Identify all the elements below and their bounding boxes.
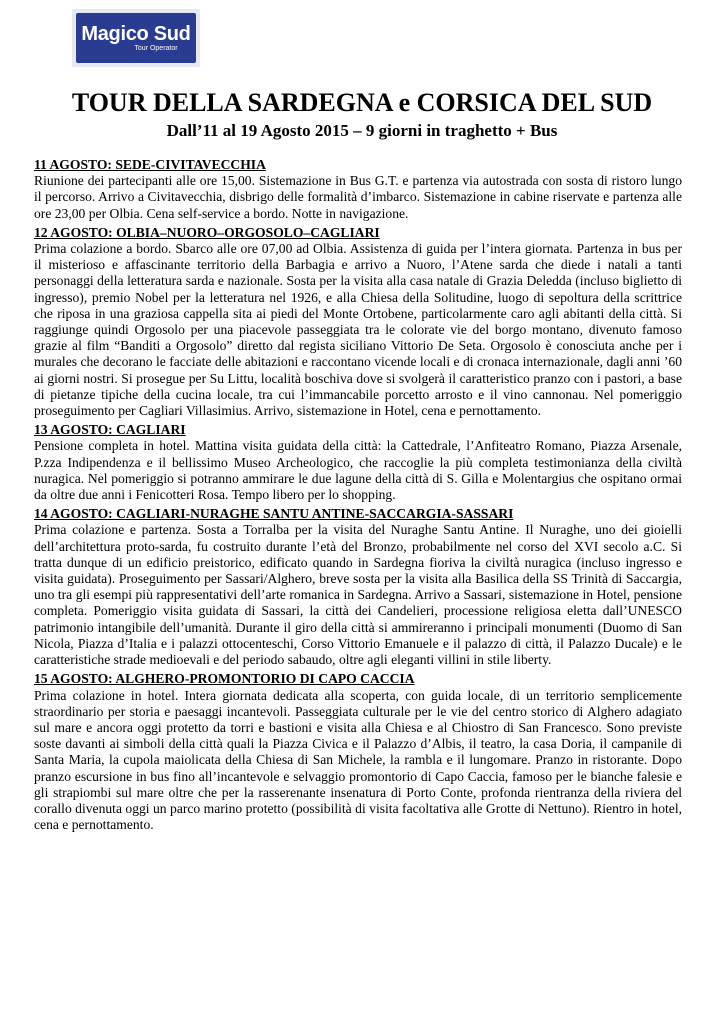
day-description: Prima colazione a bordo. Sbarco alle ore 07,00 ad Olbia. Assistenza di guida per l’intera giornata. Partenza in bus per il misterioso e affascinante territorio della Barbagia e arrivo a Nuoro, l’Atene sarda che diede i natali a tanti personaggi della letteratura sarda e nazionale. Sosta per la visita alla casa natale di Grazia Deledda (incluso biglietto di ingresso), premio Nobel per la letteratura nel 1926, e alla Chiesa della Solitudine, luogo di sepoltura della scrittrice che riposa in una graziosa cappella sita ai piedi del Monte Ortobene, particolarmente caro agli abitanti della città. Si raggiunge quindi Orgosolo per una piacevole passeggiata tra le colorate vie del borgo montano, divenuto famoso grazie al film “Banditi a Orgosolo” diretto dal regista siciliano Vittorio De Seta. Orgosolo è conosciuta anche per i murales che decorano le facciate delle abitazioni e raccontano vicende locali e di cronaca internazionale, dagli anni ’60 ai giorni nostri. Si prosegue per Su Littu, località boschiva dove si svolgerà il caratteristico pranzo con i pastori, a base di pietanze tipiche della cucina locale, tra cui l’immancabile porcetto arrosto e il vino cannonau. Nel pomeriggio proseguimento per Cagliari Villasimius. Arrivo, sistemazione in Hotel, cena e pernottamento. — [34, 241, 682, 419]
day-description: Riunione dei partecipanti alle ore 15,00. Sistemazione in Bus G.T. e partenza via autostrada con sosta di ristoro lungo il percorso. Arrivo a Civitavecchia, disbrigo delle formalità d’imbarco. Sistemazione in cabine riservate e partenza alle ore 23,00 per Olbia. Cena self-service a bordo. Notte in navigazione. — [34, 173, 682, 221]
logo-sub-text: Tour Operator — [134, 44, 178, 52]
day-heading: 12 AGOSTO: OLBIA–NUORO–ORGOSOLO–CAGLIARI — [34, 224, 380, 240]
day-section — [34, 422, 682, 503]
day-heading: 13 AGOSTO: CAGLIARI — [34, 422, 186, 438]
logo-main-text: Magico Sud — [81, 22, 191, 45]
day-section — [34, 671, 682, 833]
company-logo — [72, 9, 200, 67]
day-description: Prima colazione e partenza. Sosta a Torralba per la visita del Nuraghe Santu Antine. Il Nuraghe, uno dei gioielli dell’architettura proto-sarda, fu costruito durante l’età del Bronzo, probabilmente nel corso del XVI secolo a.C. Si tratta dunque di un edificio preistorico, edificato quando in Sardegna fioriva la civiltà nuragica (incluso ingresso e visita guidata). Proseguimento per Sassari/Alghero, breve sosta per la visita alla Basilica della SS Trinità di Saccargia, uno tra gli esempi più rappresentativi dell’arte romanica in Sardegna. Arrivo a Sassari, sistemazione in Hotel, pensione completa. Pomeriggio visita guidata di Sassari, la città dei Candelieri, processione religiosa eletta dall’UNESCO patrimonio intangibile dell’umanità. Durante il giro della città si ammireranno i principali monumenti (Duomo di San Nicola, Piazza d’Italia e i palazzi ottocenteschi, Corso Vittorio Emanuele e il palazzo di città, il Palazzo Ducale) e le caratteristiche strade medioevali e del periodo sabaudo, oltre agli eleganti villini in stile liberty. — [34, 522, 682, 668]
day-section — [34, 506, 682, 668]
document-title: TOUR DELLA SARDEGNA e CORSICA DEL SUD — [71, 88, 653, 117]
day-section — [34, 157, 682, 222]
day-description: Prima colazione in hotel. Intera giornata dedicata alla scoperta, con guida locale, di un territorio semplicemente straordinario per storia e paesaggi incantevoli. Passeggiata culturale per le vie del centro storico di Alghero adagiato sul mare e ancora oggi protetto da torri e bastioni e visita alla Chiesa e al Chiostro di San Francesco. Sono previste soste davanti ai simboli della città quali la Piazza Civica e il Palazzo d’Albis, il teatro, la casa Doria, il campanile di Santa Maria, la cupola maiolicata della Chiesa di San Michele, la rambla e il lungomare. Pranzo in ristorante. Dopo pranzo escursione in bus fino all’incantevole e selvaggio promontorio di Capo Caccia, famoso per le bianche falesie e gli strapiombi sul mare oltre che per la rasserenante insenatura di Porto Conte, profonda rientranza della riviera del corallo divenuta oggi un parco marino protetto (possibilità di visita facoltativa alle Grotte di Nettuno). Rientro in hotel, cena e pernottamento. — [34, 687, 682, 833]
day-description: Pensione completa in hotel. Mattina visita guidata della città: la Cattedrale, l’Anfiteatro Romano, Piazza Arsenale, P.zza Indipendenza e il bellissimo Museo Archeologico, che raccoglie la più completa testimonianza della civiltà nuragica. Nel pomeriggio si potranno ammirare le due lagune della città di S. Gilla e Molentargius che ospitano ormai da oltre due anni i Fenicotteri Rosa. Tempo libero per lo shopping. — [34, 438, 682, 503]
day-heading: 14 AGOSTO: CAGLIARI-NURAGHE SANTU ANTINE-SACCARGIA-SASSARI — [34, 506, 514, 522]
logo-badge — [76, 13, 196, 63]
day-section — [34, 225, 682, 419]
day-heading: 11 AGOSTO: SEDE-CIVITAVECCHIA — [34, 157, 266, 172]
document-subtitle: Dall’11 al 19 Agosto 2015 – 9 giorni in traghetto + Bus — [166, 121, 558, 140]
day-heading: 15 AGOSTO: ALGHERO-PROMONTORIO DI CAPO CACCIA — [34, 671, 415, 687]
itinerary — [34, 157, 682, 836]
